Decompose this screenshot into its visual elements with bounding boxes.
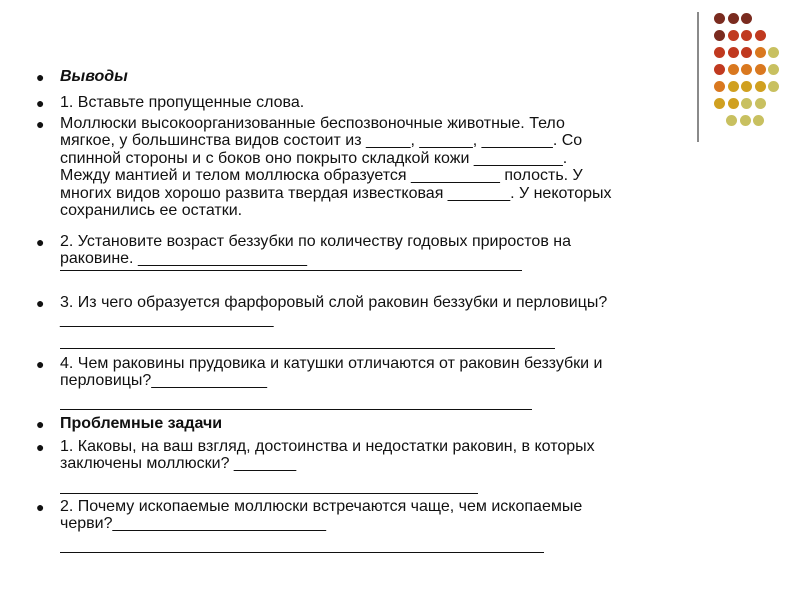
bullet: ● <box>36 116 45 132</box>
decor-dot <box>741 98 752 109</box>
decor-dot <box>714 30 725 41</box>
answer-line <box>60 534 544 553</box>
decor-dot <box>728 47 739 58</box>
decor-dot <box>714 47 725 58</box>
bullet: ● <box>36 69 45 85</box>
bullet: ● <box>36 499 45 515</box>
question-3-text: 3. Из чего образуется фарфоровый слой раковин беззубки и перловицы? ________________________ <box>60 294 608 329</box>
task-1-text: 1. Вставьте пропущенные слова. <box>60 94 305 111</box>
decor-dot <box>755 64 766 75</box>
decor-dot <box>768 81 779 92</box>
decor-dot <box>741 30 752 41</box>
question-2-text: 2. Установите возраст беззубки по количеству годовых приростов на раковине. ___________________ <box>60 233 572 268</box>
decor-dot <box>755 81 766 92</box>
problems-heading: Проблемные задачи <box>60 415 223 432</box>
decor-dot <box>755 47 766 58</box>
answer-line <box>60 475 478 494</box>
bullet: ● <box>36 416 45 432</box>
conclusions-heading: Выводы <box>60 68 128 85</box>
question-4-text: 4. Чем раковины прудовика и катушки отличаются от раковин беззубки и перловицы?_____________ <box>60 355 603 390</box>
answer-line <box>60 252 522 271</box>
problem-1-text: 1. Каковы, на ваш взгляд, достоинства и недостатки раковин, в которых заключены моллюски? _______ <box>60 438 595 473</box>
answer-line <box>60 330 555 349</box>
decor-dot <box>714 13 725 24</box>
bullet: ● <box>36 234 45 250</box>
decor-dot <box>728 30 739 41</box>
decor-dot <box>768 64 779 75</box>
problem-2-text: 2. Почему ископаемые моллюски встречаются чаще, чем ископаемые черви?________________________ <box>60 498 583 533</box>
decor-dot <box>753 115 764 126</box>
decor-dot <box>768 47 779 58</box>
bullet: ● <box>36 295 45 311</box>
decor-dot <box>741 64 752 75</box>
bullet: ● <box>36 439 45 455</box>
decor-dot <box>728 13 739 24</box>
answer-line <box>60 391 532 410</box>
decor-dot <box>741 47 752 58</box>
decor-dot <box>755 30 766 41</box>
decor-dot <box>755 98 766 109</box>
paragraph-text: Моллюски высокоорганизованные беспозвоночные животные. Тело мягкое, у большинства видов состоит из _____, ______, ________. Со спинной стороны и с боков оно покрыто складкой кожи __________. Между мантией и телом моллюска образуется __________ полость. У многих видов хорошо развита твердая известковая _______. У некоторых сохранились ее остатки. <box>60 115 612 220</box>
bullet: ● <box>36 356 45 372</box>
bullet: ● <box>36 95 45 111</box>
decor-dot <box>741 13 752 24</box>
decor-dot <box>741 81 752 92</box>
decor-dot <box>740 115 751 126</box>
